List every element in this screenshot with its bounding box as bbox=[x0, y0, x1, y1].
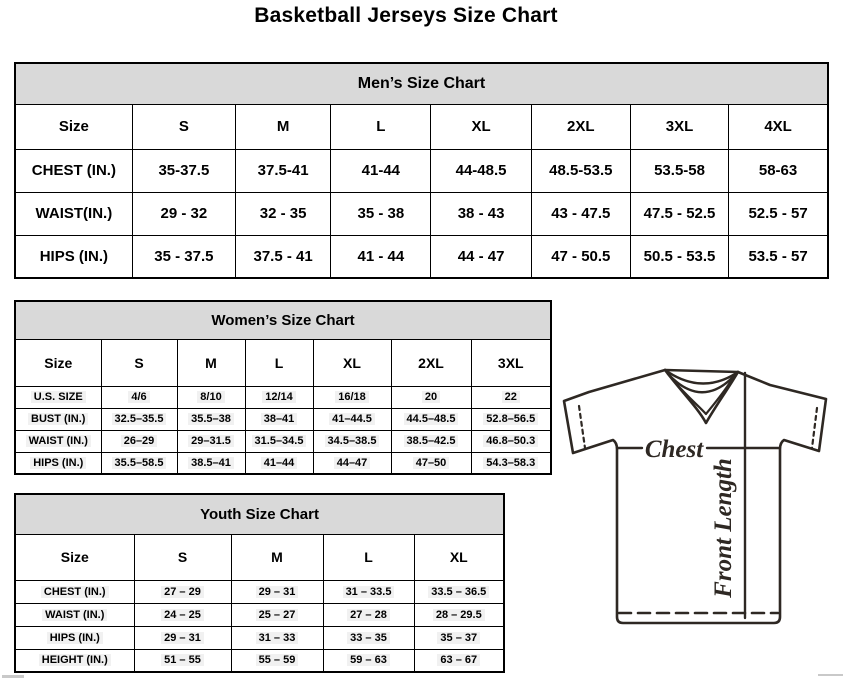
cell-text: U.S. SIZE bbox=[31, 391, 86, 403]
header-cell: L bbox=[245, 339, 313, 386]
cell-text: 29–31.5 bbox=[188, 435, 234, 447]
womens-table-title-row bbox=[15, 301, 551, 339]
cell-text: 24 – 25 bbox=[161, 609, 204, 621]
cell-text: 29 – 31 bbox=[256, 586, 299, 598]
cell-text: HIPS (IN.) bbox=[47, 632, 103, 644]
value-cell bbox=[101, 452, 177, 474]
left-cuff-dash bbox=[579, 406, 585, 448]
cell-text: WAIST (IN.) bbox=[26, 435, 91, 447]
row-label-cell bbox=[15, 626, 134, 649]
value-cell: 47 - 50.5 bbox=[531, 235, 630, 278]
cell-text: 41–44.5 bbox=[329, 413, 375, 425]
cell-text: 22 bbox=[502, 391, 520, 403]
header-cell: M bbox=[236, 104, 331, 149]
value-cell bbox=[177, 408, 245, 430]
row-label-cell: CHEST (IN.) bbox=[15, 149, 132, 192]
cell-text: 27 – 28 bbox=[347, 609, 390, 621]
cell-text: 27 – 29 bbox=[161, 586, 204, 598]
value-cell bbox=[414, 603, 504, 626]
row-label-cell bbox=[15, 408, 101, 430]
cell-text: 33 – 35 bbox=[347, 632, 390, 644]
womens-size-chart-table bbox=[14, 300, 552, 475]
header-cell: S bbox=[132, 104, 235, 149]
value-cell: 44 - 47 bbox=[431, 235, 531, 278]
value-cell bbox=[323, 649, 414, 672]
value-cell: 37.5 - 41 bbox=[236, 235, 331, 278]
header-cell: M bbox=[177, 339, 245, 386]
cell-text: 35.5–58.5 bbox=[112, 457, 167, 469]
value-cell: 29 - 32 bbox=[132, 192, 235, 235]
womens-waist-row bbox=[15, 430, 551, 452]
mens-waist-row bbox=[15, 192, 828, 235]
row-label-cell: WAIST(IN.) bbox=[15, 192, 132, 235]
mens-table-title-row bbox=[15, 63, 828, 104]
womens-table-title: Women’s Size Chart bbox=[15, 301, 551, 339]
cropped-element-fragment-right bbox=[818, 674, 843, 676]
cell-text: CHEST (IN.) bbox=[41, 586, 109, 598]
cell-text: 25 – 27 bbox=[256, 609, 299, 621]
value-cell: 41-44 bbox=[331, 149, 431, 192]
mens-size-chart-table bbox=[14, 62, 829, 279]
mens-hips-row bbox=[15, 235, 828, 278]
cell-text: 63 – 67 bbox=[437, 654, 480, 666]
cell-text: 16/18 bbox=[335, 391, 369, 403]
cell-text: 35 – 37 bbox=[437, 632, 480, 644]
cell-text: 33.5 – 36.5 bbox=[428, 586, 489, 598]
cell-text: 32.5–35.5 bbox=[112, 413, 167, 425]
cell-text: 28 – 29.5 bbox=[433, 609, 485, 621]
value-cell: 43 - 47.5 bbox=[531, 192, 630, 235]
chest-label: Chest bbox=[644, 436, 704, 463]
value-cell bbox=[323, 603, 414, 626]
value-cell bbox=[391, 430, 471, 452]
cell-text: 54.3–58.3 bbox=[483, 457, 538, 469]
value-cell bbox=[323, 580, 414, 603]
value-cell bbox=[245, 452, 313, 474]
cell-text: 41–44 bbox=[261, 457, 298, 469]
value-cell: 41 - 44 bbox=[331, 235, 431, 278]
header-cell: 2XL bbox=[391, 339, 471, 386]
value-cell bbox=[101, 386, 177, 408]
value-cell bbox=[177, 386, 245, 408]
value-cell bbox=[471, 430, 551, 452]
mens-chest-row bbox=[15, 149, 828, 192]
mens-table-title: Men’s Size Chart bbox=[15, 63, 828, 104]
youth-hips-row bbox=[15, 626, 504, 649]
value-cell bbox=[134, 626, 231, 649]
cell-text: 31 – 33.5 bbox=[343, 586, 395, 598]
cell-text: 26–29 bbox=[121, 435, 158, 447]
womens-us-size-row bbox=[15, 386, 551, 408]
womens-header-row bbox=[15, 339, 551, 386]
collar-top-line bbox=[665, 370, 738, 372]
value-cell bbox=[231, 603, 323, 626]
header-cell: 3XL bbox=[630, 104, 728, 149]
row-label-cell bbox=[15, 580, 134, 603]
header-cell: 4XL bbox=[729, 104, 828, 149]
youth-table-title-row bbox=[15, 494, 504, 534]
cell-text: BUST (IN.) bbox=[28, 413, 88, 425]
value-cell bbox=[134, 649, 231, 672]
jersey-diagram bbox=[556, 356, 843, 645]
value-cell bbox=[101, 408, 177, 430]
value-cell: 37.5-41 bbox=[236, 149, 331, 192]
value-cell bbox=[471, 452, 551, 474]
value-cell bbox=[414, 649, 504, 672]
cell-text: 38.5–42.5 bbox=[404, 435, 459, 447]
row-label-cell bbox=[15, 430, 101, 452]
value-cell bbox=[391, 408, 471, 430]
value-cell bbox=[177, 452, 245, 474]
header-cell: L bbox=[323, 534, 414, 580]
value-cell: 38 - 43 bbox=[431, 192, 531, 235]
row-label-cell bbox=[15, 603, 134, 626]
cell-text: 4/6 bbox=[128, 391, 149, 403]
value-cell: 35-37.5 bbox=[132, 149, 235, 192]
cell-text: WAIST (IN.) bbox=[42, 609, 107, 621]
header-cell: XL bbox=[414, 534, 504, 580]
header-cell: XL bbox=[431, 104, 531, 149]
cell-text: 52.8–56.5 bbox=[483, 413, 538, 425]
value-cell bbox=[471, 408, 551, 430]
value-cell bbox=[231, 649, 323, 672]
cell-text: 12/14 bbox=[262, 391, 296, 403]
value-cell bbox=[414, 580, 504, 603]
cell-text: HEIGHT (IN.) bbox=[39, 654, 111, 666]
value-cell bbox=[231, 626, 323, 649]
cell-text: HIPS (IN.) bbox=[30, 457, 86, 469]
value-cell bbox=[134, 603, 231, 626]
cell-text: 51 – 55 bbox=[161, 654, 204, 666]
value-cell bbox=[134, 580, 231, 603]
cell-text: 29 – 31 bbox=[161, 632, 204, 644]
value-cell: 32 - 35 bbox=[236, 192, 331, 235]
value-cell: 53.5 - 57 bbox=[729, 235, 828, 278]
cell-text: 44–47 bbox=[334, 457, 371, 469]
cell-text: 34.5–38.5 bbox=[325, 435, 380, 447]
value-cell bbox=[245, 430, 313, 452]
cell-text: 47–50 bbox=[413, 457, 450, 469]
value-cell: 35 - 37.5 bbox=[132, 235, 235, 278]
right-cuff-dash bbox=[812, 408, 817, 448]
cell-text: 35.5–38 bbox=[188, 413, 234, 425]
header-cell: L bbox=[331, 104, 431, 149]
value-cell bbox=[323, 626, 414, 649]
cropped-element-fragment-left bbox=[2, 675, 24, 678]
row-label-cell bbox=[15, 386, 101, 408]
mens-header-row bbox=[15, 104, 828, 149]
cell-text: 46.8–50.3 bbox=[483, 435, 538, 447]
header-cell: S bbox=[134, 534, 231, 580]
header-cell: Size bbox=[15, 534, 134, 580]
row-label-cell bbox=[15, 452, 101, 474]
value-cell bbox=[391, 452, 471, 474]
value-cell bbox=[313, 452, 391, 474]
value-cell bbox=[414, 626, 504, 649]
value-cell bbox=[245, 386, 313, 408]
value-cell: 50.5 - 53.5 bbox=[630, 235, 728, 278]
value-cell: 52.5 - 57 bbox=[729, 192, 828, 235]
value-cell: 58-63 bbox=[729, 149, 828, 192]
header-cell: Size bbox=[15, 339, 101, 386]
header-cell: M bbox=[231, 534, 323, 580]
value-cell bbox=[231, 580, 323, 603]
value-cell bbox=[313, 386, 391, 408]
womens-bust-row bbox=[15, 408, 551, 430]
cell-text: 59 – 63 bbox=[347, 654, 390, 666]
value-cell: 35 - 38 bbox=[331, 192, 431, 235]
youth-table-title: Youth Size Chart bbox=[15, 494, 504, 534]
cell-text: 20 bbox=[422, 391, 440, 403]
header-cell: 3XL bbox=[471, 339, 551, 386]
value-cell bbox=[391, 386, 471, 408]
front-length-label: Front Length bbox=[710, 458, 737, 598]
value-cell bbox=[471, 386, 551, 408]
row-label-cell bbox=[15, 649, 134, 672]
cell-text: 31 – 33 bbox=[256, 632, 299, 644]
header-cell: Size bbox=[15, 104, 132, 149]
cell-text: 38.5–41 bbox=[188, 457, 234, 469]
value-cell bbox=[101, 430, 177, 452]
cell-text: 38–41 bbox=[261, 413, 298, 425]
cell-text: 55 – 59 bbox=[256, 654, 299, 666]
page-title: Basketball Jerseys Size Chart bbox=[254, 4, 558, 27]
value-cell: 53.5-58 bbox=[630, 149, 728, 192]
value-cell: 48.5-53.5 bbox=[531, 149, 630, 192]
value-cell bbox=[313, 408, 391, 430]
cell-text: 8/10 bbox=[197, 391, 224, 403]
value-cell bbox=[245, 408, 313, 430]
header-cell: 2XL bbox=[531, 104, 630, 149]
womens-hips-row bbox=[15, 452, 551, 474]
header-cell: XL bbox=[313, 339, 391, 386]
youth-header-row bbox=[15, 534, 504, 580]
youth-chest-row bbox=[15, 580, 504, 603]
cell-text: 31.5–34.5 bbox=[252, 435, 307, 447]
youth-height-row bbox=[15, 649, 504, 672]
youth-waist-row bbox=[15, 603, 504, 626]
value-cell: 44-48.5 bbox=[431, 149, 531, 192]
youth-size-chart-table bbox=[14, 493, 505, 673]
row-label-cell: HIPS (IN.) bbox=[15, 235, 132, 278]
value-cell bbox=[313, 430, 391, 452]
value-cell bbox=[177, 430, 245, 452]
header-cell: S bbox=[101, 339, 177, 386]
value-cell: 47.5 - 52.5 bbox=[630, 192, 728, 235]
cell-text: 44.5–48.5 bbox=[404, 413, 459, 425]
